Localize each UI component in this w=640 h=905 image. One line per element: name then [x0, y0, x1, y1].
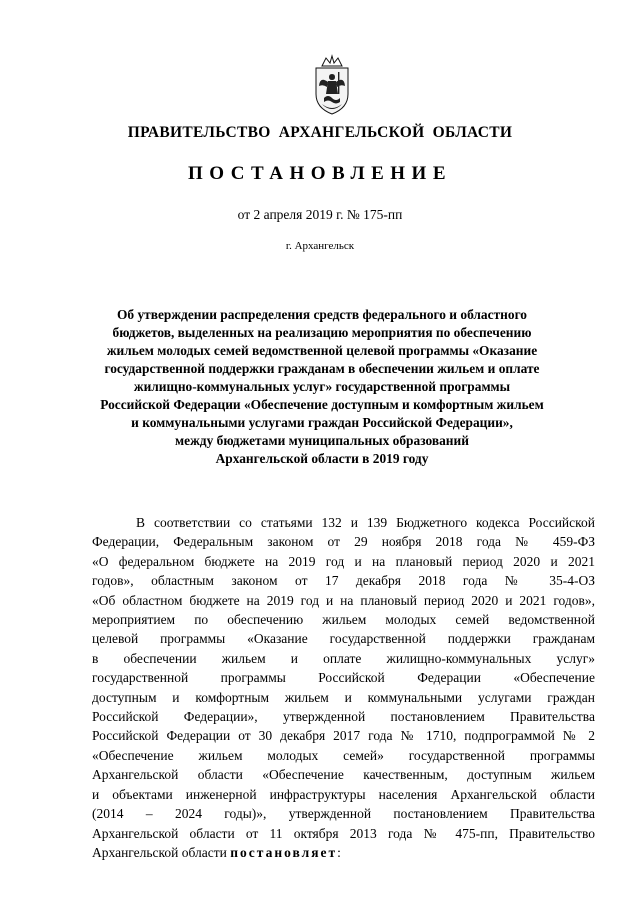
government-name: ПРАВИТЕЛЬСТВО АРХАНГЕЛЬСКОЙ ОБЛАСТИ	[127, 124, 513, 141]
body-line: мероприятием по обеспечению жильем молодых семей ведомственной	[92, 612, 595, 628]
heading-line: и коммунальными услугами граждан Российской Федерации»,	[131, 415, 513, 430]
body-line: доступным и комфортным жильем и коммунальными услугами граждан	[92, 689, 595, 705]
heading-line: жилищно-коммунальных услуг» государственной программы	[133, 379, 511, 394]
body-line: годов», областным законом от 17 декабря 2018 года № 35-4-ОЗ	[92, 573, 595, 589]
document-body	[92, 513, 595, 862]
document-heading	[92, 306, 552, 468]
coat-of-arms-icon	[308, 54, 356, 118]
body-line: Российской Федерации», утвержденной постановлением Правительства	[92, 709, 595, 725]
body-line: и объектами инженерной инфраструктуры населения Архангельской области	[92, 786, 595, 802]
body-line: «Обеспечение жильем молодых семей» государственной программы	[92, 747, 595, 763]
body-line: Российской Федерации от 30 декабря 2017 года № 1710, подпрограммой № 2	[92, 728, 595, 744]
heading-line: между бюджетами муниципальных образований	[175, 433, 469, 448]
resolution-keyword: постановляет	[230, 844, 338, 860]
body-line: Федерации, Федеральным законом от 29 ноября 2018 года № 459-ФЗ	[92, 534, 595, 550]
heading-line: Об утверждении распределения средств федерального и областного	[116, 307, 528, 322]
document-date-number: от 2 апреля 2019 г. № 175-пп	[237, 207, 403, 222]
body-line: Архангельской области «Обеспечение качественным, доступным жильем	[92, 767, 595, 783]
body-line: В соответствии со статьями 132 и 139 Бюджетного кодекса Российской	[136, 515, 595, 530]
body-line: «Об областном бюджете на 2019 год и на плановый период 2020 и 2021 годов»,	[92, 592, 595, 608]
body-line: «О федеральном бюджете на 2019 год и на плановый период 2020 и 2021	[92, 553, 595, 569]
body-final-prefix: Архангельской области	[92, 844, 231, 860]
heading-line: бюджетов, выделенных на реализацию мероприятия по обеспечению	[112, 325, 532, 340]
body-line: государственной программы Российской Федерации «Обеспечение	[92, 670, 595, 686]
body-line: (2014 – 2024 годы)», утвержденной постановлением Правительства	[92, 806, 595, 822]
body-final-suffix: :	[337, 844, 341, 860]
document-type: ПОСТАНОВЛЕНИЕ	[187, 163, 453, 184]
heading-line: жильем молодых семей ведомственной целевой программы «Оказание	[106, 343, 538, 358]
body-line: в обеспечении жильем и оплате жилищно-коммунальных услуг»	[92, 650, 595, 666]
body-line-final	[92, 843, 595, 862]
body-line: Архангельской области от 11 октября 2013 года № 475-пп, Правительство	[92, 825, 595, 841]
heading-line: Архангельской области в 2019 году	[215, 451, 429, 466]
heading-line: государственной поддержки гражданам в обеспечении жильем и оплате	[104, 361, 540, 376]
document-city: г. Архангельск	[285, 240, 355, 252]
heading-line: Российской Федерации «Обеспечение доступным и комфортным жильем	[100, 397, 544, 412]
body-line: целевой программы «Оказание государственной поддержки гражданам	[92, 631, 595, 647]
